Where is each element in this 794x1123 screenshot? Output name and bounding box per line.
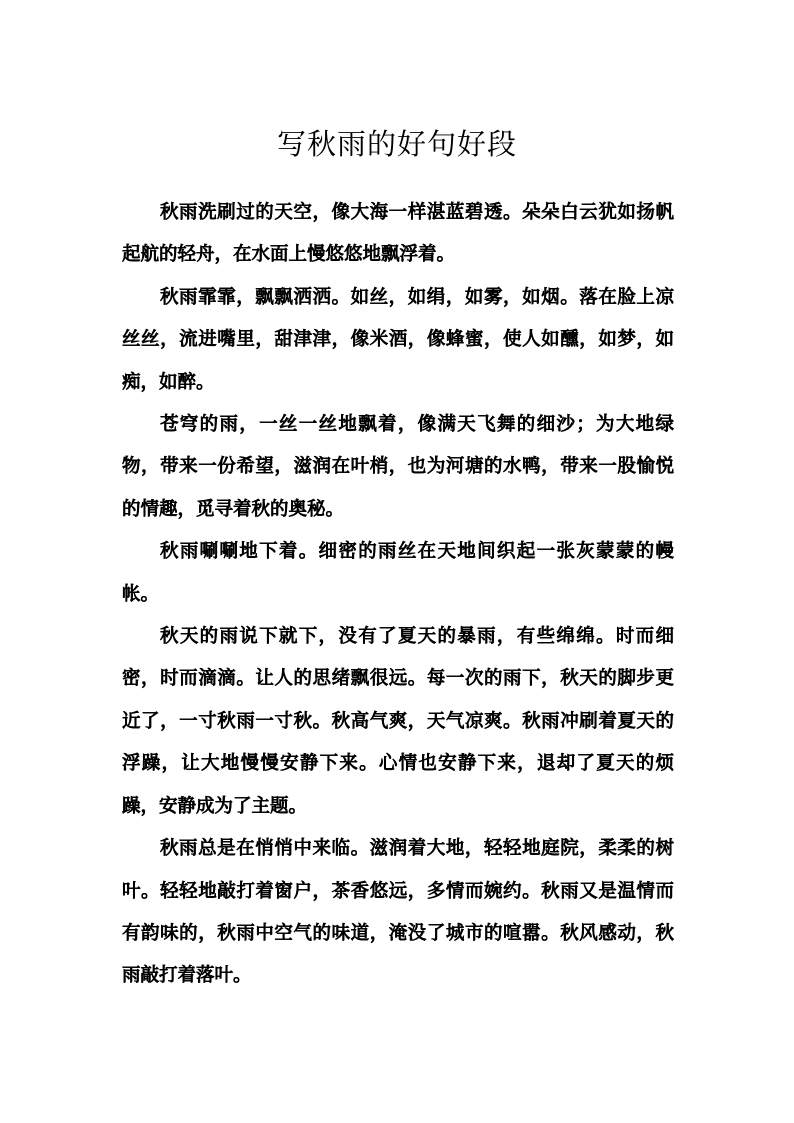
paragraph-5: 秋天的雨说下就下，没有了夏天的暴雨，有些绵绵。时而细密，时而滴滴。让人的思绪飘很远。每一次的雨下，秋天的脚步更近了，一寸秋雨一寸秋。秋高气爽，天气凉爽。秋雨冲刷着夏天的浮躁，让大地慢慢安静下来。心情也安静下来，退却了夏天的烦躁，安静成为了主题。 — [122, 626, 674, 817]
document-title: 写秋雨的好句好段 — [276, 127, 517, 161]
document-body — [122, 192, 674, 998]
paragraph-3: 苍穹的雨，一丝一丝地飘着，像满天飞舞的细沙；为大地绿物，带来一份希望，滋润在叶梢，也为河塘的水鸭，带来一股愉悦的情趣，觅寻着秋的奥秘。 — [122, 414, 674, 520]
paragraph-6: 秋雨总是在悄悄中来临。滋润着大地，轻轻地庭院，柔柔的树叶。轻轻地敲打着窗户，茶香悠远，多情而婉约。秋雨又是温情而有韵味的，秋雨中空气的味道，淹没了城市的喧嚣。秋风感动，秋雨敲打着落叶。 — [122, 838, 674, 987]
paragraph-2: 秋雨霏霏，飘飘洒洒。如丝，如绢，如雾，如烟。落在脸上凉丝丝，流进嘴里，甜津津，像米酒，像蜂蜜，使人如醺，如梦，如痴，如醉。 — [122, 286, 674, 393]
paragraph-1: 秋雨洗刷过的天空，像大海一样湛蓝碧透。朵朵白云犹如扬帆起航的轻舟，在水面上慢悠悠地飘浮着。 — [122, 202, 674, 266]
paragraph-4: 秋雨唰唰地下着。细密的雨丝在天地间织起一张灰蒙蒙的幔帐。 — [122, 541, 674, 605]
